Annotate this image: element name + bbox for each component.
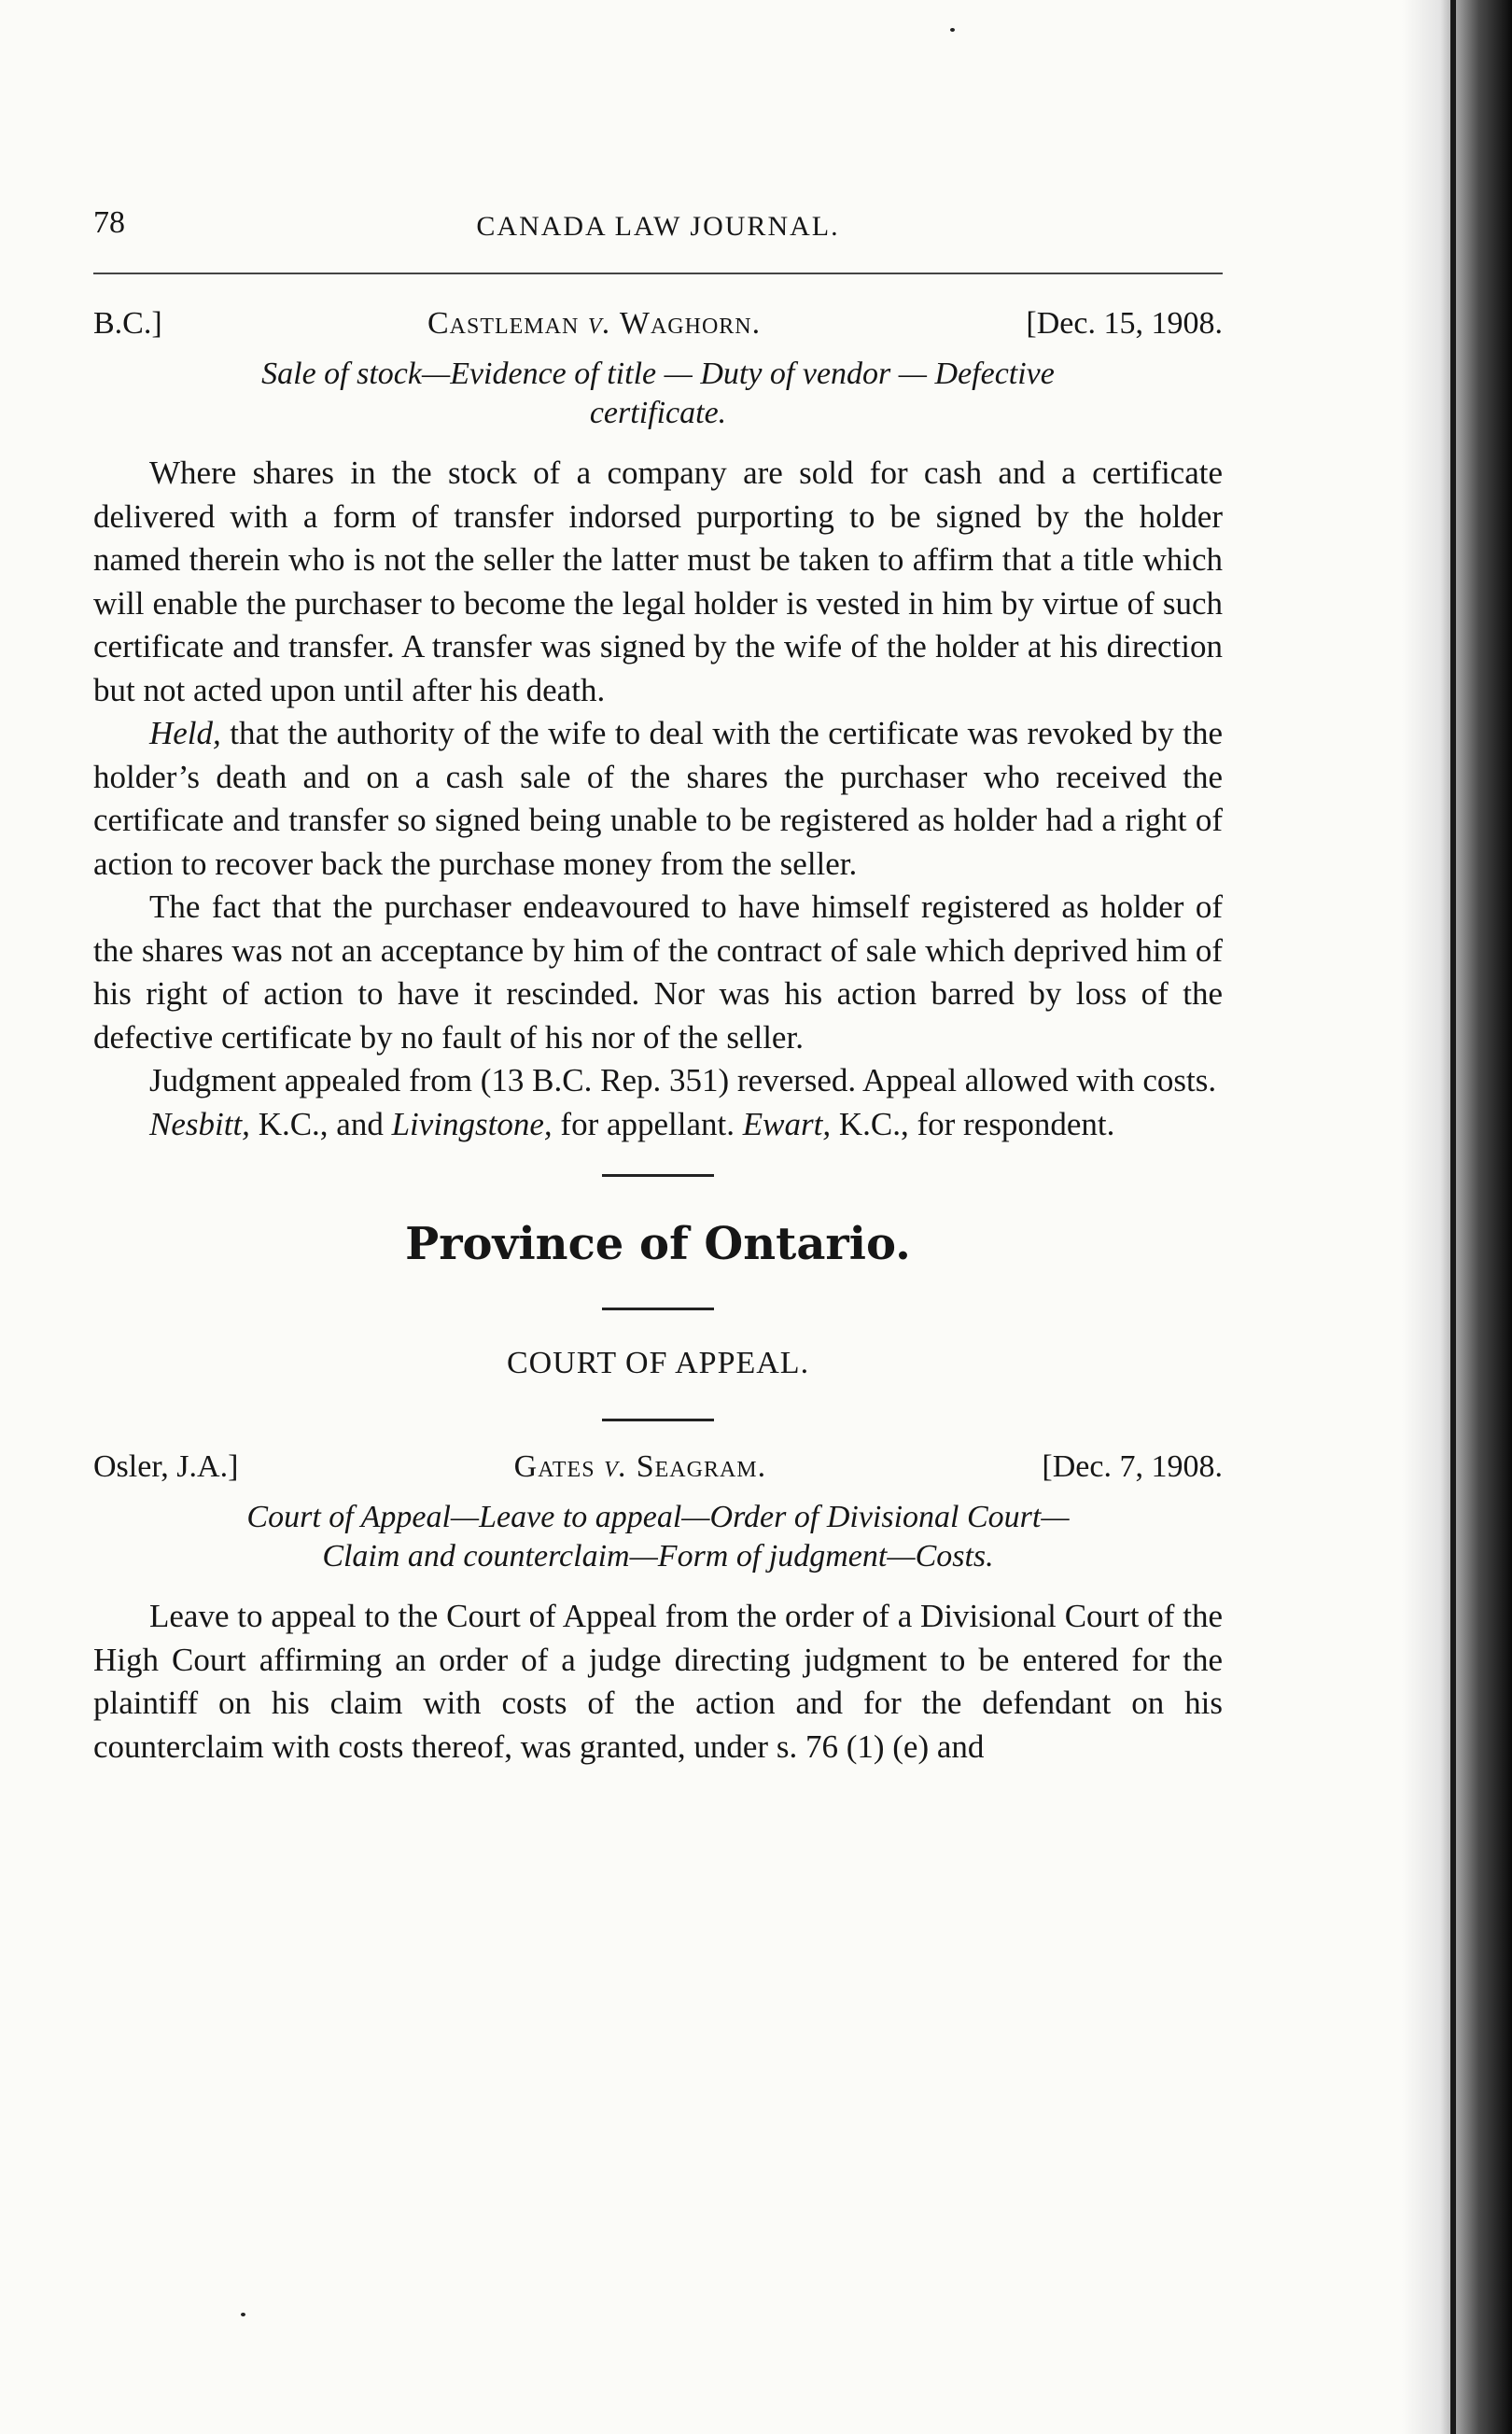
headnote-line: Sale of stock—Evidence of title — Duty of vendor — Defective — [261, 357, 1055, 391]
paragraph: Leave to appeal to the Court of Appeal from the order of a Divisional Court of the High Court affirming an order of a judge directing judgment to be entered for the plaintiff on his claim with costs of the action and for the defendant on his counterclaim with costs thereof, was granted, under s. 76 (1) (e) and — [93, 1598, 1223, 1765]
case-header — [93, 306, 1223, 342]
versus: v. — [604, 1449, 628, 1484]
plaintiff-name: Castleman — [427, 306, 580, 341]
counsel-text: for appellant. — [552, 1105, 743, 1142]
held-text: that the authority of the wife to deal with the certificate was revoked by the holder’s death and on a cash sale of the shares the purchaser who received the certificate and transfer so signed being unable to be registered as holder had a right of action to recover back the purchase money from the seller. — [93, 715, 1223, 882]
header-rule — [93, 273, 1223, 274]
headnote-line: Claim and counterclaim—Form of judgment—Costs. — [322, 1539, 994, 1574]
headnote-line: Court of Appeal—Leave to appeal—Order of Divisional Court— — [246, 1500, 1070, 1534]
case-header — [93, 1449, 1223, 1485]
page-number: 78 — [93, 205, 125, 240]
court-label: B.C.] — [93, 306, 162, 341]
book-spine-shadow — [1402, 0, 1512, 2434]
section-divider — [602, 1419, 714, 1421]
case-gates-v-seagram — [93, 1449, 1223, 1769]
case-title — [514, 1449, 767, 1485]
paragraph-counsel — [93, 1103, 1223, 1147]
print-speck — [950, 28, 955, 32]
counsel-name: Ewart, — [742, 1105, 832, 1142]
paragraph: The fact that the purchaser endeavoured to have himself registered as holder of the shares was not an acceptance by him of the contract of sale which deprived him of his right of action to have it rescinded. Nor was his action barred by loss of the defective certificate by no fault of his nor of the seller. — [93, 888, 1223, 1056]
headnote — [93, 355, 1223, 433]
paragraph: Where shares in the stock of a company are sold for cash and a certificate delivered with a form of transfer indorsed purporting to be signed by the holder named therein who is not the seller the latter must be taken to affirm that a title which will enable the purchaser to become the legal holder is vested in him by virtue of such certificate and transfer. A transfer was signed by the wife of the holder at his direction but not acted upon until after his death. — [93, 455, 1223, 708]
paragraph-judgment: Judgment appealed from (13 B.C. Rep. 351) reversed. Appeal allowed with costs. — [149, 1062, 1217, 1098]
case-castleman-v-waghorn — [93, 306, 1223, 1146]
case-date: [Dec. 15, 1908. — [1026, 306, 1223, 341]
case-title — [427, 306, 761, 342]
journal-page — [93, 196, 1223, 1769]
versus: v. — [587, 306, 611, 341]
paragraph-held — [93, 712, 1223, 886]
section-divider — [602, 1174, 714, 1177]
counsel-text: K.C., and — [249, 1105, 392, 1142]
journal-title: CANADA LAW JOURNAL. — [476, 211, 840, 242]
judge-label: Osler, J.A.] — [93, 1449, 239, 1484]
plaintiff-name: Gates — [513, 1449, 595, 1484]
defendant-name: Seagram. — [636, 1449, 767, 1484]
counsel-name: Livingstone, — [391, 1105, 553, 1142]
running-head — [93, 196, 1223, 252]
case-date: [Dec. 7, 1908. — [1042, 1449, 1223, 1484]
defendant-name: Waghorn. — [619, 306, 762, 341]
counsel-name: Nesbitt, — [149, 1105, 250, 1142]
court-heading: COURT OF APPEAL. — [506, 1346, 810, 1380]
counsel-text: K.C., for respondent. — [831, 1105, 1115, 1142]
book-spine-edge — [1450, 0, 1456, 2434]
held-label: Held, — [149, 715, 221, 751]
province-heading: Province of Ontario. — [405, 1218, 911, 1270]
print-speck — [241, 2313, 245, 2316]
section-divider — [602, 1308, 714, 1310]
headnote-line: certificate. — [589, 396, 727, 430]
headnote — [93, 1498, 1223, 1576]
